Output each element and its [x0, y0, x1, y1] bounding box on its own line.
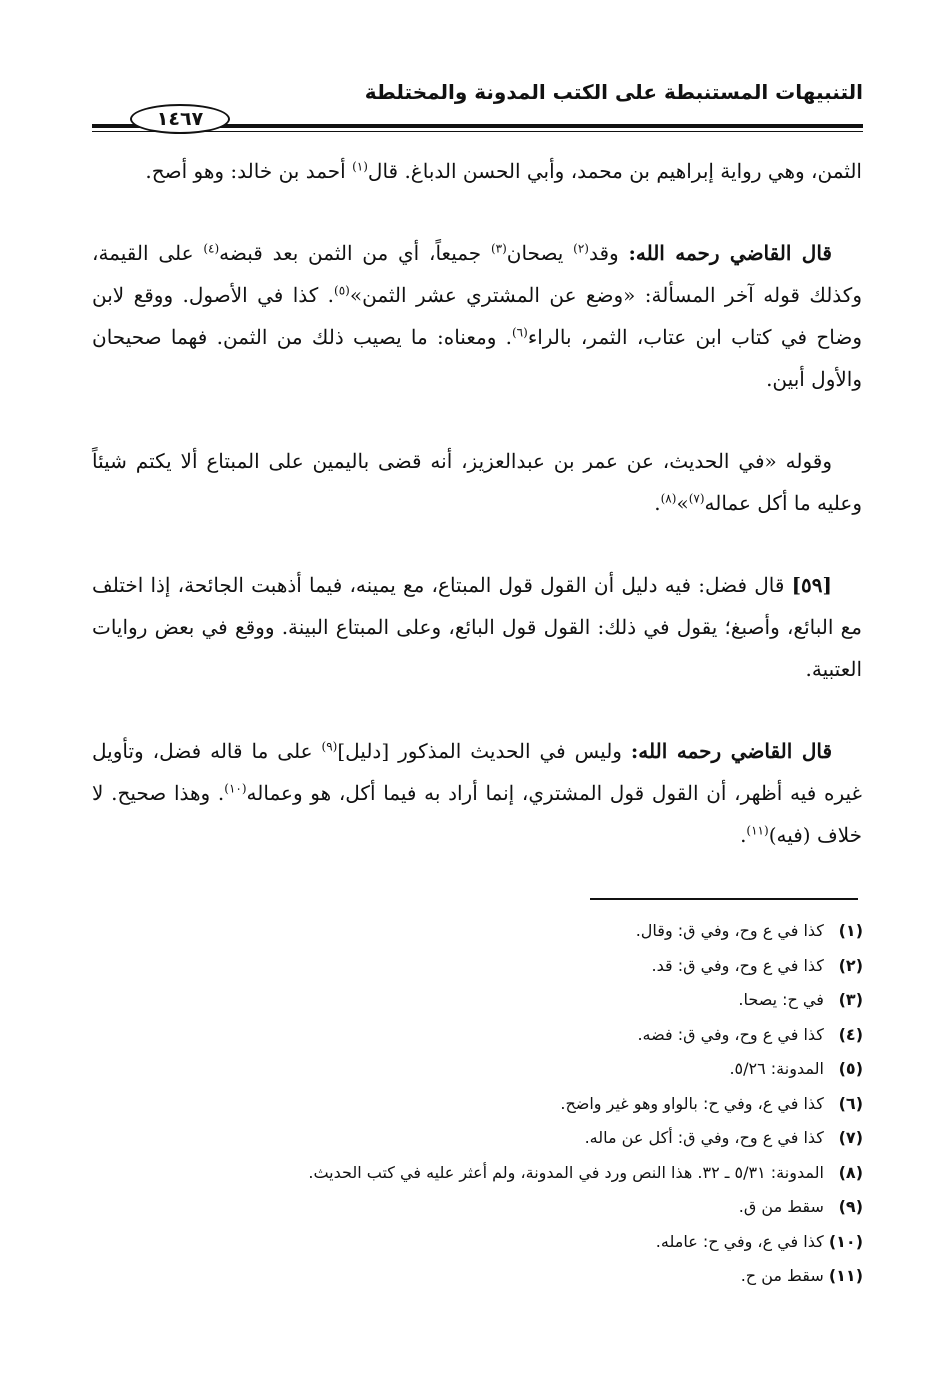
footnote-text: المدونة: ٥/٢٦.	[729, 1059, 824, 1078]
footnote-number: (٦)	[838, 1093, 863, 1113]
running-title: التنبيهات المستنبطة على الكتب المدونة والمختلطة	[364, 80, 863, 104]
paragraph-4	[92, 564, 862, 690]
footnote-text: كذا في ع، وفي ح: عامله.	[655, 1231, 824, 1251]
p5-text-d: .	[740, 823, 747, 847]
p2-text-c: جميعاً، أي من الثمن بعد قبضه	[219, 241, 491, 265]
paragraph-2	[92, 232, 862, 400]
footnote-text: كذا في ع، وفي ح: بالواو وهو غير واضح.	[560, 1093, 824, 1113]
footnote-item	[103, 1087, 863, 1122]
footnote-number: (٥)	[838, 1059, 863, 1078]
footnote-number: (١٠)	[828, 1231, 863, 1251]
footnote-ref-1[interactable]: (١)	[352, 159, 368, 174]
footnote-number: (١١)	[828, 1266, 863, 1285]
footnote-number: (٩)	[838, 1197, 863, 1216]
footnote-number: (٧)	[838, 1128, 863, 1147]
footnote-separator	[590, 898, 858, 900]
footnote-number: (١)	[838, 921, 863, 940]
footnote-text: المدونة: ٥/٣١ ـ ٣٢. هذا النص ورد في المدونة، ولم أعثر عليه في كتب الحديث.	[308, 1162, 824, 1182]
footnote-item	[103, 1018, 863, 1053]
footnote-text: كذا في ع وح، وفي ق: وقال.	[635, 921, 824, 940]
p2-text-f: . ومعناه: ما يصيب ذلك من الثمن. فهما صحيحان والأول أبين.	[92, 325, 862, 391]
p4-section-number: [٥٩]	[791, 573, 832, 597]
footnote-ref-9[interactable]: (٩)	[321, 739, 338, 754]
p3-text-b: »	[676, 491, 689, 515]
p2-text-b: يصحان	[506, 241, 574, 265]
footnote-item	[103, 1259, 863, 1294]
footnote-item	[103, 1156, 863, 1191]
p1-text-b: أحمد بن خالد: وهو أصح.	[145, 159, 353, 183]
footnote-item	[103, 1225, 863, 1260]
paragraph-3	[92, 440, 862, 524]
p3-text-a: وقوله «في الحديث، عن عمر بن عبدالعزيز، أنه قضى باليمين على المبتاع ألا يكتم شيئاً وعليه ما أكل عماله	[92, 449, 862, 515]
footnote-ref-4[interactable]: (٤)	[203, 241, 220, 256]
p2-text-d: على القيمة، وكذلك قوله آخر المسألة: «وضع عن المشتري عشر الثمن»	[92, 241, 862, 307]
footnote-ref-5[interactable]: (٥)	[334, 283, 350, 298]
footnotes-list	[103, 914, 863, 1294]
footnote-text: كذا في ع وح، وفي ق: أكل عن ماله.	[584, 1128, 824, 1147]
p4-text-a: قال فضل: فيه دليل أن القول قول المبتاع، مع يمينه، فيما أذهبت الجائحة، إذا اختلف مع البائع، وأصبغ؛ يقول في ذلك: القول قول البائع، وعلى المبتاع البينة. ووقع في بعض روايات العتبية.	[92, 573, 862, 681]
paragraph-5	[92, 730, 862, 856]
footnote-text: كذا في ع وح، وفي ق: فضه.	[637, 1024, 824, 1044]
footnote-ref-10[interactable]: (١٠)	[224, 781, 247, 796]
p2-text-e: . كذا في الأصول. ووقع لابن وضاح في كتاب ابن عتاب، الثمر، بالراء	[92, 283, 862, 349]
p2-text-a: وقد	[588, 241, 629, 265]
footnote-item	[103, 1121, 863, 1156]
p5-lead: قال القاضي رحمه الله:	[630, 739, 832, 763]
footnote-ref-7[interactable]: (٧)	[688, 491, 705, 506]
p3-text-c: .	[654, 491, 661, 515]
p2-lead: قال القاضي رحمه الله:	[628, 241, 832, 265]
footnote-item	[103, 949, 863, 984]
footnote-ref-8[interactable]: (٨)	[660, 491, 677, 506]
footnote-ref-3[interactable]: (٣)	[490, 241, 507, 256]
p5-text-c: . وهذا صحيح. لا خلاف (فيه)	[92, 781, 862, 847]
p1-text-a: الثمن، وهي رواية إبراهيم بن محمد، وأبي الحسن الدباغ. قال	[367, 159, 862, 183]
footnote-number: (٨)	[838, 1162, 863, 1182]
footnote-text: كذا في ع وح، وفي ق: قد.	[651, 955, 824, 975]
footnote-text: في ح: يصحا.	[738, 990, 824, 1009]
paragraph-1	[92, 150, 862, 192]
footnote-text: سقط من ق.	[738, 1197, 824, 1216]
p5-text-a: وليس في الحديث المذكور [دليل]	[337, 739, 631, 763]
footnote-item	[103, 1190, 863, 1225]
footnote-number: (٣)	[838, 990, 863, 1009]
footnote-number: (٢)	[838, 955, 863, 975]
p5-text-b: على ما قاله فضل، وتأويل غيره فيه أظهر، أن القول قول المشتري، إنما أراد به فيما أكل، هو وعماله	[92, 739, 863, 805]
footnote-item	[103, 1052, 863, 1087]
footnote-ref-11[interactable]: (١١)	[746, 823, 769, 838]
footnote-number: (٤)	[838, 1024, 863, 1044]
page-number: ١٤٦٧	[130, 104, 230, 134]
footnote-ref-2[interactable]: (٢)	[573, 241, 589, 256]
footnote-text: سقط من ح.	[740, 1266, 824, 1285]
main-text	[92, 150, 862, 896]
footnote-item	[103, 914, 863, 949]
footnote-ref-6[interactable]: (٦)	[511, 325, 528, 340]
footnote-item	[103, 983, 863, 1018]
